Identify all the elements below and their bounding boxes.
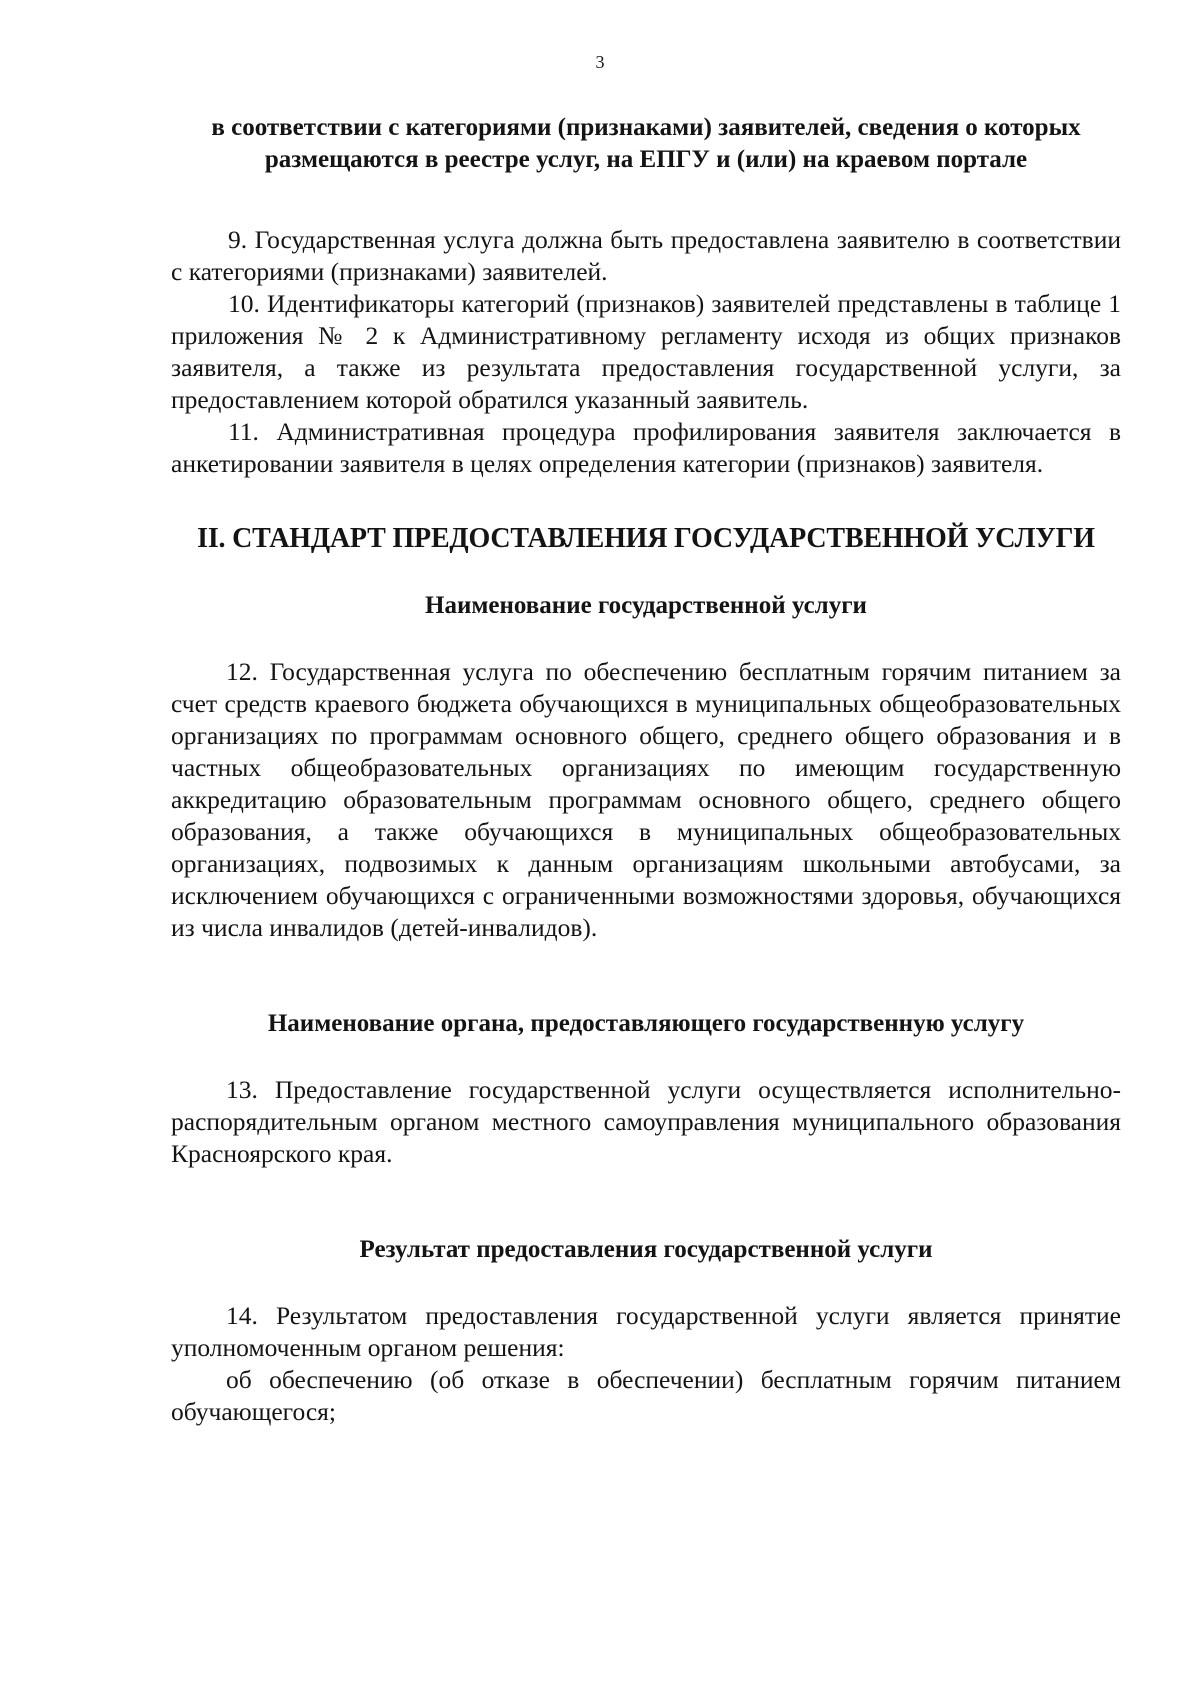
paragraph-10: 10. Идентификаторы категорий (признаков) заявителей представлены в таблице 1 приложения № 2 к Административному регламенту исходя из общих признаков заявителя, а также из результата предоставления государственной услуги, за предоставлением которой обратился указанный заявитель. xyxy=(171,289,1121,414)
page-number: 3 xyxy=(595,52,605,72)
paragraph-14-item: об обеспечению (об отказе в обеспечении) бесплатным горячим питанием обучающегося; xyxy=(171,1365,1121,1426)
paragraph-14: 14. Результатом предоставления государственной услуги является принятие уполномоченным органом решения: xyxy=(171,1301,1121,1362)
paragraph-11: 11. Административная процедура профилирования заявителя заключается в анкетировании заявителя в целях определения категории (признаков) заявителя. xyxy=(171,417,1121,478)
document-body xyxy=(171,112,1121,1428)
subheading-service-provider: Наименование органа, предоставляющего государственную услугу xyxy=(267,1010,1025,1037)
subheading-service-result: Результат предоставления государственной услуги xyxy=(359,1236,933,1263)
chapter-title: II. СТАНДАРТ ПРЕДОСТАВЛЕНИЯ ГОСУДАРСТВЕННОЙ УСЛУГИ xyxy=(197,523,1095,554)
section-heading-categories: в соответствии с категориями (признаками) заявителей, сведения о которых размещаются в реестре услуг, на ЕПГУ и (или) на краевом портале xyxy=(211,114,1081,173)
subheading-service-name: Наименование государственной услуги xyxy=(425,592,867,619)
paragraph-13: 13. Предоставление государственной услуги осуществляется исполнительно-распорядительным органом местного самоуправления муниципального образования Красноярского края. xyxy=(171,1075,1121,1168)
paragraph-12: 12. Государственная услуга по обеспечению бесплатным горячим питанием за счет средств краевого бюджета обучающихся в муниципальных общеобразовательных организациях по программам основного общего, среднего общего образования и в частных общеобразовательных организациях по имеющим государственную аккредитацию образовательным программам основного общего, среднего общего образования, а также обучающихся в муниципальных общеобразовательных организациях, подвозимых к данным организациям школьными автобусами, за исключением обучающихся с ограниченными возможностями здоровья, обучающихся из числа инвалидов (детей-инвалидов). xyxy=(171,657,1121,942)
paragraph-9: 9. Государственная услуга должна быть предоставлена заявителю в соответствии с категориями (признаками) заявителей. xyxy=(171,225,1121,286)
